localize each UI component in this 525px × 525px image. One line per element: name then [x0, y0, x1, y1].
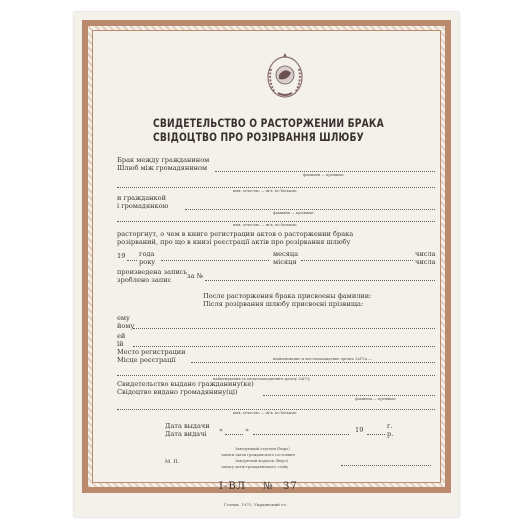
- wife-surname-field[interactable]: [185, 209, 435, 210]
- head-title-ru-2: записи актов гражданского состояния: [221, 453, 295, 457]
- number-sign: №: [263, 481, 274, 492]
- wife-name-hint: имя, отчество — ім'я, по батькові: [233, 223, 297, 227]
- record-year-field[interactable]: [127, 260, 137, 261]
- year-abbr-uk: р.: [387, 430, 394, 438]
- head-title-uk-2: запису актів громадянського стану: [221, 465, 289, 469]
- quote-close: »: [245, 426, 250, 434]
- husband-surname-hint: фамилия — прізвище: [303, 173, 344, 177]
- his-new-surname-field[interactable]: [133, 328, 435, 329]
- issued-surname-hint: фамилия — прізвище: [355, 397, 396, 401]
- her-label-ru: ей: [117, 332, 126, 340]
- issued-name-field[interactable]: [117, 409, 435, 410]
- ornamental-border: [82, 20, 451, 493]
- registration-place-field[interactable]: [191, 362, 435, 363]
- dissolved-text-ru: расторгнут, о чем в книге регистрации актов о расторжении брака: [117, 230, 354, 238]
- husband-name-hint: имя, отчество — ім'я, по батькові: [233, 189, 297, 193]
- husband-label-ru: Брак между гражданином: [117, 156, 210, 164]
- year-abbr-ru: г.: [387, 422, 393, 430]
- him-label-ru: ему: [117, 314, 130, 322]
- seal-place-label: М. П.: [165, 459, 180, 465]
- issued-label-ru: Свидетельство выдано гражданину(ке): [117, 380, 254, 388]
- wife-name-field[interactable]: [117, 221, 435, 222]
- wife-label-ru: и гражданкой: [117, 194, 167, 202]
- husband-surname-field[interactable]: [215, 171, 435, 172]
- record-month-field[interactable]: [161, 260, 269, 261]
- after-label-ru: После расторжения брака присвоены фамилии:: [203, 292, 372, 300]
- printer-footer: Гознак. 1975. Украинский гл.: [224, 502, 287, 507]
- place-hint-uk: найменування та місцезнаходження органу ЗАГСу: [213, 377, 311, 381]
- head-signature-field[interactable]: [341, 465, 431, 466]
- title-russian: СВИДЕТЕЛЬСТВО О РАСТОРЖЕНИИ БРАКА: [153, 117, 384, 130]
- her-new-surname-field[interactable]: [133, 346, 435, 347]
- issue-date-label-ru: Дата выдачи: [165, 422, 210, 430]
- certificate-body: [92, 30, 441, 492]
- day-label-uk: числа: [415, 258, 436, 266]
- dissolved-text-uk: розірваний, про що в книзі реєстрації актів про розірвання шлюбу: [117, 238, 351, 246]
- him-label-uk: йому: [117, 322, 135, 330]
- registration-place-field-2[interactable]: [117, 375, 435, 376]
- issue-year-field[interactable]: [367, 434, 385, 435]
- year-label-ru: года: [139, 250, 155, 258]
- her-label-uk: їй: [117, 340, 124, 348]
- year-prefix-1: 19: [117, 252, 126, 260]
- wife-label-uk: і громадянкою: [117, 202, 169, 210]
- day-label-ru: числа: [415, 250, 436, 258]
- title-ukrainian: СВІДОЦТВО ПРО РОЗІРВАННЯ ШЛЮБУ: [153, 131, 364, 144]
- place-hint-ru: наименование и местонахождение органа ЗАГСа —: [273, 357, 372, 361]
- issue-day-field[interactable]: [225, 434, 243, 435]
- issued-surname-field[interactable]: [263, 395, 435, 396]
- after-label-uk: Після розірвання шлюбу присвоєні прізвища:: [203, 300, 364, 308]
- quote-open: «: [219, 426, 224, 434]
- record-day-field[interactable]: [301, 260, 413, 261]
- issue-month-field[interactable]: [253, 434, 349, 435]
- series-code: I-ВЛ: [219, 481, 247, 492]
- husband-name-field[interactable]: [117, 187, 435, 188]
- state-emblem-icon: [265, 51, 305, 101]
- husband-label-uk: Шлюб між громадянином: [117, 164, 208, 172]
- issue-date-label-uk: Дата видачі: [165, 430, 207, 438]
- year-label-uk: року: [139, 258, 156, 266]
- place-label-uk: Місце реєстрації: [117, 356, 176, 364]
- month-label-ru: месяца: [273, 250, 299, 258]
- issued-name-hint: имя, отчество — ім'я, по батькові: [233, 411, 297, 415]
- record-label-uk: зроблено запис: [117, 276, 172, 284]
- issued-label-uk: Свідоцтво видано громадянину(ці): [117, 388, 238, 396]
- head-title-ru-1: Заведующий отделом (бюро): [235, 447, 290, 451]
- year-prefix-2: 19: [355, 426, 364, 434]
- record-number-field[interactable]: [205, 280, 435, 281]
- certificate-sheet: [74, 12, 459, 517]
- head-title-uk-1: Завідуючий відділом (бюро): [235, 459, 289, 463]
- place-label-ru: Место регистрации: [117, 348, 186, 356]
- certificate-number: 37: [283, 481, 298, 492]
- record-number-label: за №: [187, 272, 203, 280]
- month-label-uk: місяця: [273, 258, 297, 266]
- wife-surname-hint: фамилия — прізвище: [273, 211, 314, 215]
- record-label-ru: произведена запись: [117, 268, 188, 276]
